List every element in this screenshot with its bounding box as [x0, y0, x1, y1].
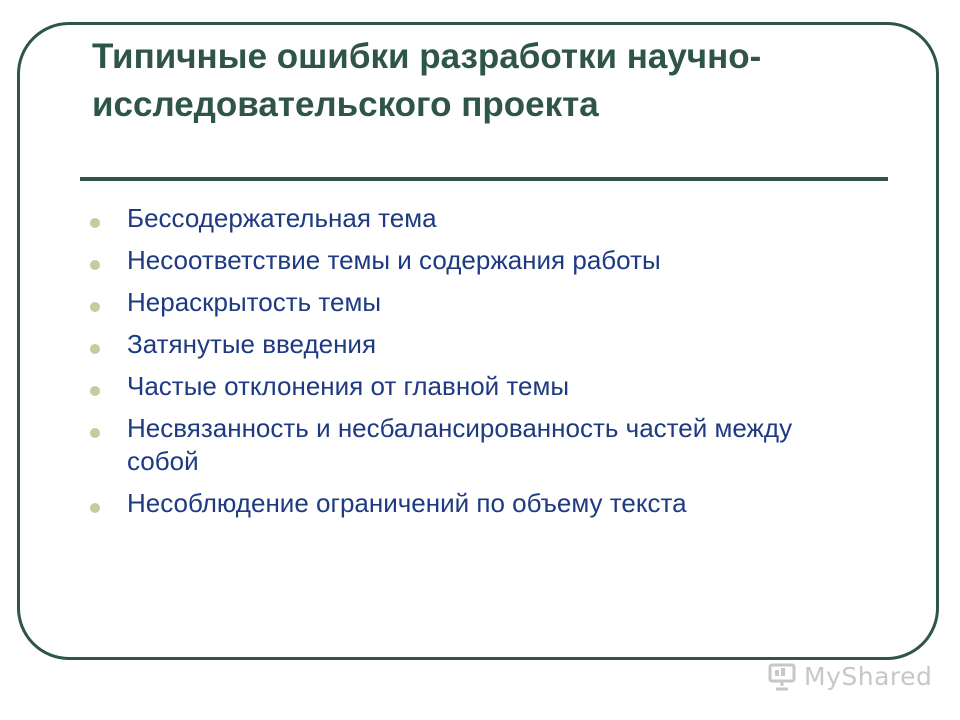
- bullet-item: [90, 487, 870, 520]
- bullet-dot-icon: [90, 302, 100, 312]
- bullet-text: Несоответствие темы и содержания работы: [127, 245, 661, 275]
- bullet-item: [90, 370, 870, 403]
- bullet-item: [90, 202, 870, 235]
- bullet-text: Несвязанность и несбалансированность частей между собой: [127, 413, 793, 476]
- bullet-dot-icon: [90, 344, 100, 354]
- bullet-dot-icon: [90, 503, 100, 513]
- bullet-item: [90, 328, 870, 361]
- presentation-board-icon: [766, 660, 798, 692]
- bullet-dot-icon: [90, 386, 100, 396]
- bullet-text: Затянутые введения: [127, 329, 377, 359]
- bullet-dot-icon: [90, 260, 100, 270]
- slide-title: Типичные ошибки разработки научно-исследовательского проекта: [92, 37, 762, 124]
- bullet-text: Бессодержательная тема: [127, 203, 437, 233]
- title-underline: [80, 177, 888, 181]
- bullet-text: Нераскрытость темы: [127, 287, 382, 317]
- bullet-item: [90, 244, 870, 277]
- bullet-dot-icon: [90, 428, 100, 438]
- bullet-text: Частые отклонения от главной темы: [127, 371, 570, 401]
- bullet-text: Несоблюдение ограничений по объему текста: [127, 488, 687, 518]
- bullet-item: [90, 286, 870, 319]
- watermark: [766, 656, 932, 696]
- watermark-text: MyShared: [804, 661, 933, 691]
- bullet-item: [90, 412, 870, 478]
- bullet-dot-icon: [90, 218, 100, 228]
- bullet-list: [90, 202, 870, 529]
